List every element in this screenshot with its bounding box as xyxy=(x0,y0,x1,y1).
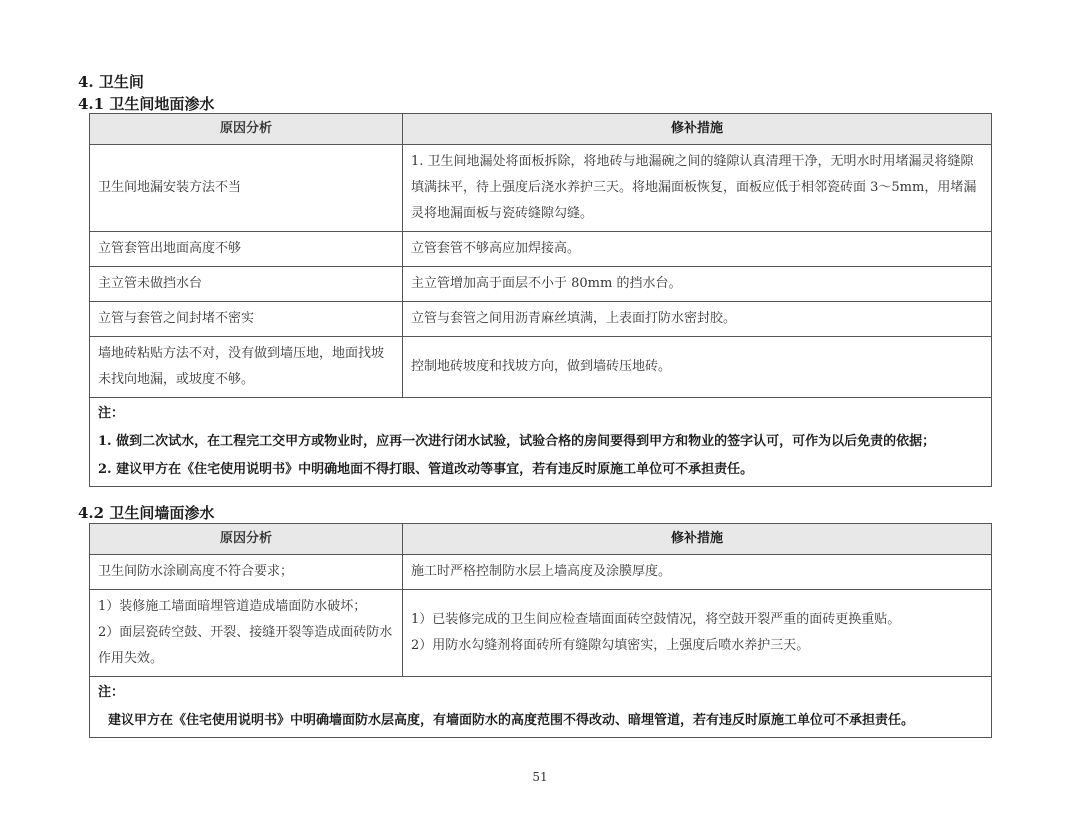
table-header-row xyxy=(90,114,992,145)
note-label: 注： xyxy=(98,685,125,700)
cause-cell: 主立管未做挡水台 xyxy=(90,267,403,302)
cause-cell: 立管与套管之间封堵不密实 xyxy=(90,302,403,337)
fix-cell: 控制地砖坡度和找坡方向，做到墙砖压地砖。 xyxy=(403,337,992,398)
fix-cell: 立管套管不够高应加焊接高。 xyxy=(403,232,992,267)
header-fix: 修补措施 xyxy=(403,114,992,145)
cause-cell: 墙地砖粘贴方法不对，没有做到墙压地，地面找坡未找向地漏，或坡度不够。 xyxy=(90,337,403,398)
table-row xyxy=(90,337,992,398)
note-cell xyxy=(90,677,992,738)
table-row xyxy=(90,555,992,590)
table-row xyxy=(90,232,992,267)
header-cause: 原因分析 xyxy=(90,114,403,145)
header-cause: 原因分析 xyxy=(90,524,403,555)
table-header-row xyxy=(90,524,992,555)
subsection-title-4-2: 4.2 卫生间墙面渗水 xyxy=(78,504,215,522)
cause-cell: 卫生间地漏安装方法不当 xyxy=(90,145,403,232)
table-row xyxy=(90,590,992,677)
cause-cell xyxy=(90,590,403,677)
fix-cell xyxy=(403,590,992,677)
table-wall-leakage xyxy=(89,523,992,738)
note-item-1: 1. 做到二次试水，在工程完工交甲方或物业时，应再一次进行闭水试验，试验合格的房间要得到甲方和物业的签字认可，可作为以后免责的依据； xyxy=(98,434,936,449)
note-cell xyxy=(90,398,992,487)
fix-cell: 主立管增加高于面层不小于 80mm 的挡水台。 xyxy=(403,267,992,302)
table-row xyxy=(90,145,992,232)
cause-item-2: 2）面层瓷砖空鼓、开裂、接缝开裂等造成面砖防水作用失效。 xyxy=(98,625,393,666)
header-fix: 修补措施 xyxy=(403,524,992,555)
fix-item-2: 2）用防水勾缝剂将面砖所有缝隙勾填密实，上强度后喷水养护三天。 xyxy=(411,638,810,653)
subsection-title-4-1: 4.1 卫生间地面渗水 xyxy=(78,95,215,113)
cause-item-1: 1）装修施工墙面暗埋管道造成墙面防水破坏； xyxy=(98,599,367,614)
cause-cell: 卫生间防水涂刷高度不符合要求； xyxy=(90,555,403,590)
note-item-1: 建议甲方在《住宅使用说明书》中明确墙面防水层高度，有墙面防水的高度范围不得改动、暗埋管道，若有违反时原施工单位可不承担责任。 xyxy=(108,713,915,728)
page-number: 51 xyxy=(532,770,548,784)
section-title: 4. 卫生间 xyxy=(78,73,144,91)
note-item-2: 2. 建议甲方在《住宅使用说明书》中明确地面不得打眼、管道改动等事宜，若有违反时原施工单位可不承担责任。 xyxy=(98,462,754,477)
table-row xyxy=(90,267,992,302)
note-row xyxy=(90,398,992,487)
note-label: 注： xyxy=(98,406,125,421)
note-row xyxy=(90,677,992,738)
table-floor-leakage xyxy=(89,113,992,487)
fix-cell: 1. 卫生间地漏处将面板拆除，将地砖与地漏碗之间的缝隙认真清理干净，无明水时用堵漏灵将缝隙填满抹平，待上强度后浇水养护三天。将地漏面板恢复，面板应低于相邻瓷砖面 3～5mm，用堵漏灵将地漏面板与瓷砖缝隙勾缝。 xyxy=(403,145,992,232)
cause-cell: 立管套管出地面高度不够 xyxy=(90,232,403,267)
fix-cell: 施工时严格控制防水层上墙高度及涂膜厚度。 xyxy=(403,555,992,590)
fix-item-1: 1）已装修完成的卫生间应检查墙面面砖空鼓情况，将空鼓开裂严重的面砖更换重贴。 xyxy=(411,612,901,627)
fix-cell: 立管与套管之间用沥青麻丝填满，上表面打防水密封胶。 xyxy=(403,302,992,337)
table-row xyxy=(90,302,992,337)
